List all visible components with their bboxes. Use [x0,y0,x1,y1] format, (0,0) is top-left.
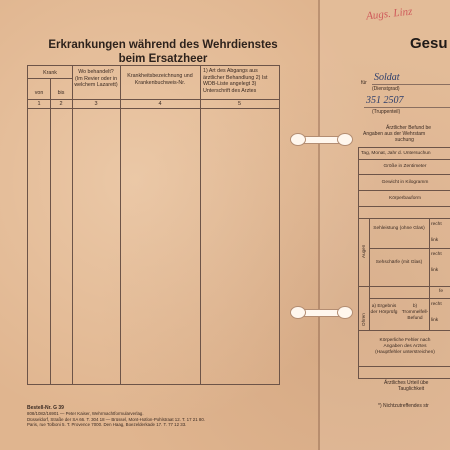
handwritten-rank: Soldat [374,72,400,83]
row-divider [359,190,450,191]
row-divider [28,99,279,100]
befund-subheading: suchung [395,137,414,143]
handwritten-number: 351 2507 [366,95,404,106]
row-divider [28,108,279,109]
befund-heading: Ärztlicher Befund be [386,125,432,131]
label-truppenteil: (Truppenteil) [372,109,401,115]
row-divider [359,366,450,367]
row-date: Tag, Monat, Jahr d. Untersuchun [361,151,431,156]
underline [372,84,450,85]
right-page-title: Gesu [410,35,448,52]
label-left: link [431,238,439,243]
header-diagnosis: Krankheitsbezeichnung und Krankenbuchweis-Nr. [127,73,193,86]
label-dienstgrad: (Dienstgrad) [372,86,400,92]
row-divider [28,78,72,79]
row-divider [359,218,450,219]
row-weight: Gewicht in Kilogramm [381,180,429,185]
publisher-line: 808/1082/16901 — Peter Kaiser, Wehrmachtformularverlag. [27,411,144,417]
row-divider [359,286,450,287]
binder-hole [337,133,353,146]
row-eardrum: b) Trommelfell-Befund [401,304,429,321]
row-defects-note: (Hauptfehler unterstreichen) [375,350,435,355]
column-divider [120,66,121,384]
verdict-label: Ärztliches Urteil übe [384,380,429,386]
label-left: link [431,268,439,273]
label-left: link [431,318,439,323]
label-right: recht [431,252,442,257]
publisher-footer [27,406,205,428]
page-fold [318,0,320,450]
label-fuer: für [361,80,367,86]
left-page-title [28,38,298,66]
footnote: *) Nichtzutreffendes str [378,403,429,409]
header-bis: bis [57,90,65,96]
header-von: von [34,90,44,96]
row-divider [359,206,450,207]
row-divider [359,330,450,331]
title-line-2: beim Ersatzheer [118,53,208,65]
label-fe: fe [439,289,444,294]
row-divider [359,159,450,160]
header-discharge: 1) Art des Abgangs aus ärztlicher Behandlung 2) Ist WDB-Liste angelegt 3) Unterschrift des Arztes [203,68,268,94]
row-divider [369,298,450,299]
header-treatment-place: Wo behandelt? (Im Revier oder in welchem Lazarett) [74,69,118,88]
order-number: Bestell-Nr. G 39 [27,405,64,411]
illness-table [27,65,280,385]
row-height: Größe in Zentimeter [383,164,427,169]
row-divider [359,174,450,175]
verdict-sub: Tauglichkeit [398,386,425,392]
column-number: 3 [94,101,98,107]
header-krank: Krank [43,70,57,76]
column-divider [429,218,430,330]
row-eyesight: Sehleistung (ohne Glas) [373,226,425,231]
row-divider [369,248,450,249]
title-line-1: Erkrankungen während des Wehrdienstes [48,39,278,51]
binder-hole [290,306,306,319]
publisher-address: Paris, rue Tolboni 5. T. Provence 7000. Den Haag, Boezelderkade 17. T. 77 12 33. [27,422,187,428]
befund-subheading: Angaben aus der Wehrstam [363,131,426,137]
row-acuity: Sehschärfe (mit Glas) [375,260,423,265]
row-defects-sub: Angaben des Arztes [383,344,427,349]
binder-hole [290,133,306,146]
row-hearing: a) Ergebnis der Hörprüfg [370,304,398,315]
column-divider [72,66,73,384]
column-number: 2 [59,101,63,107]
label-right: recht [431,222,442,227]
column-divider [50,78,51,384]
row-build: Körperbauform [389,196,421,201]
column-divider [200,66,201,384]
label-right: recht [431,302,442,307]
column-number: 5 [237,101,242,107]
column-number: 1 [37,101,41,107]
underline [364,107,450,108]
binder-hole [337,306,353,319]
row-defects: Körperliche Fehler nach [379,338,431,343]
label-ears: Ohren [361,313,366,326]
findings-table [358,147,450,379]
red-handwritten-note: Augs. Linz [365,5,413,23]
publisher-address: Düsseldorf, Straße der SA 66. T. 304 18 — Brüssel, Mont-Hotlon-Pohlstraat 12. T. 17 21 80. [27,416,205,422]
label-eyes: Augen [361,244,366,258]
column-number: 4 [158,101,162,107]
